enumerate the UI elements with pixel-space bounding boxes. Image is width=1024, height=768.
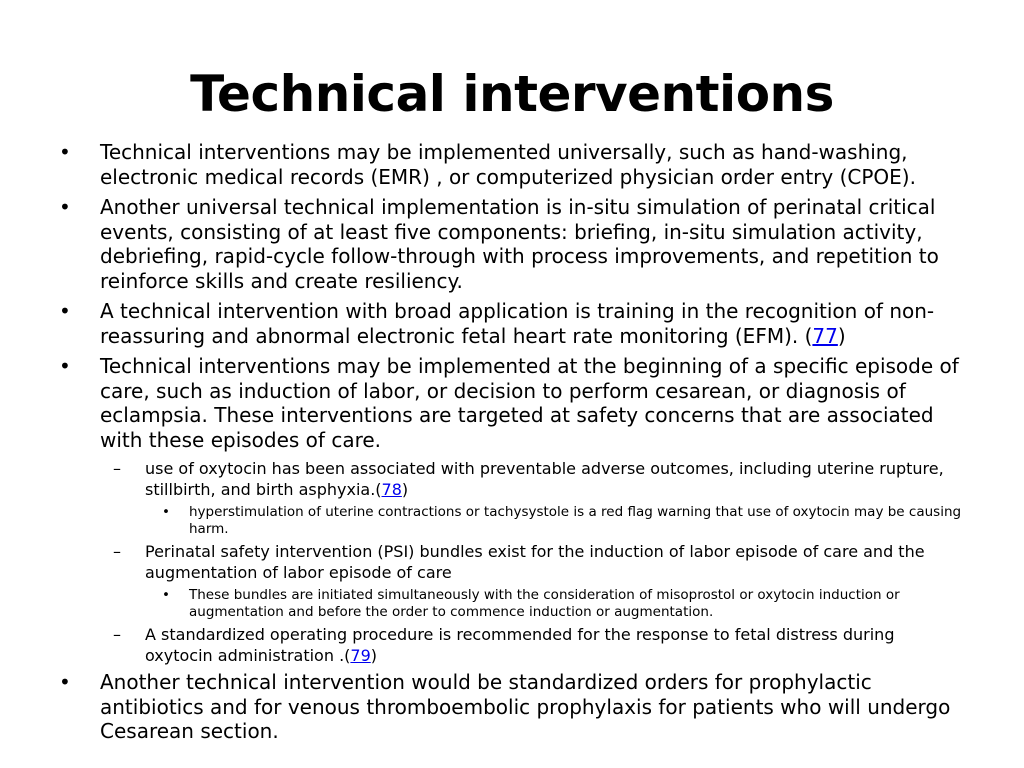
bullet-text: Another universal technical implementation is in-situ simulation of perinatal critical events, consisting of at least five components: briefing, in-situ simulation activity, debriefing, rapid-cycle follow-through with process improvements, and repetition to reinforce skills and create resiliency. [100, 195, 939, 293]
bullet-marker: • [59, 670, 71, 694]
sub-bullet-text: use of oxytocin has been associated with preventable adverse outcomes, including uterine rupture, stillbirth, and birth asphyxia.( [145, 459, 944, 499]
sub-bullet-item [113, 624, 965, 666]
slide-body [0, 140, 1024, 750]
slide-title: Technical interventions [190, 65, 834, 123]
sub-sub-bullet-item [162, 587, 969, 620]
bullet-marker: • [59, 195, 71, 219]
bullet-text: Technical interventions may be implemented universally, such as hand-washing, electronic medical records (EMR) , or computerized physician order entry (CPOE). [100, 140, 916, 189]
sub-bullet-item [113, 458, 965, 500]
sub-bullet-item [113, 541, 965, 583]
sub-bullet-text-tail: ) [370, 646, 378, 665]
sub-bullet-marker: – [113, 459, 121, 478]
reference-link-78[interactable]: 78 [381, 480, 402, 499]
sub-sub-bullet-item [162, 504, 969, 537]
sub-bullet-marker: – [113, 625, 121, 644]
sub-bullet-text-tail: ) [401, 480, 409, 499]
bullet-text-tail: ) [837, 323, 846, 348]
bullet-text: Technical interventions may be implemented at the beginning of a specific episode of care, such as induction of labor, or decision to perform cesarean, or diagnosis of eclampsia. These interventions are targeted at safety concerns that are associated with these episodes of care. [100, 354, 959, 452]
bullet-item [59, 140, 970, 189]
sub-bullet-marker: – [113, 542, 121, 561]
sub-sub-bullet-marker: • [162, 587, 170, 603]
bullet-item [59, 354, 970, 452]
sub-bullet-text: Perinatal safety intervention (PSI) bundles exist for the induction of labor episode of care and the augmentation of labor episode of care [145, 542, 925, 582]
sub-sub-bullet-text: hyperstimulation of uterine contractions or tachysystole is a red flag warning that use of oxytocin may be causing harm. [189, 504, 962, 537]
reference-link-79[interactable]: 79 [350, 646, 371, 665]
bullet-marker: • [59, 299, 71, 323]
reference-link-77[interactable]: 77 [812, 323, 838, 348]
sub-sub-bullet-marker: • [162, 504, 170, 520]
sub-sub-bullet-text: These bundles are initiated simultaneously with the consideration of misoprostol or oxytocin induction or augmentation and before the order to commence induction or augmentation. [189, 587, 900, 620]
bullet-item [59, 195, 970, 293]
bullet-marker: • [59, 140, 71, 164]
bullet-item [59, 299, 970, 348]
bullet-text: A technical intervention with broad application is training in the recognition of non-reassuring and abnormal electronic fetal heart rate monitoring (EFM). ( [100, 299, 935, 348]
bullet-marker: • [59, 354, 71, 378]
bullet-text: Another technical intervention would be standardized orders for prophylactic antibiotics and for venous thromboembolic prophylaxis for patients who will undergo Cesarean section. [100, 670, 951, 743]
bullet-item [59, 670, 970, 744]
sub-bullet-text: A standardized operating procedure is recommended for the response to fetal distress during oxytocin administration .( [145, 625, 895, 665]
